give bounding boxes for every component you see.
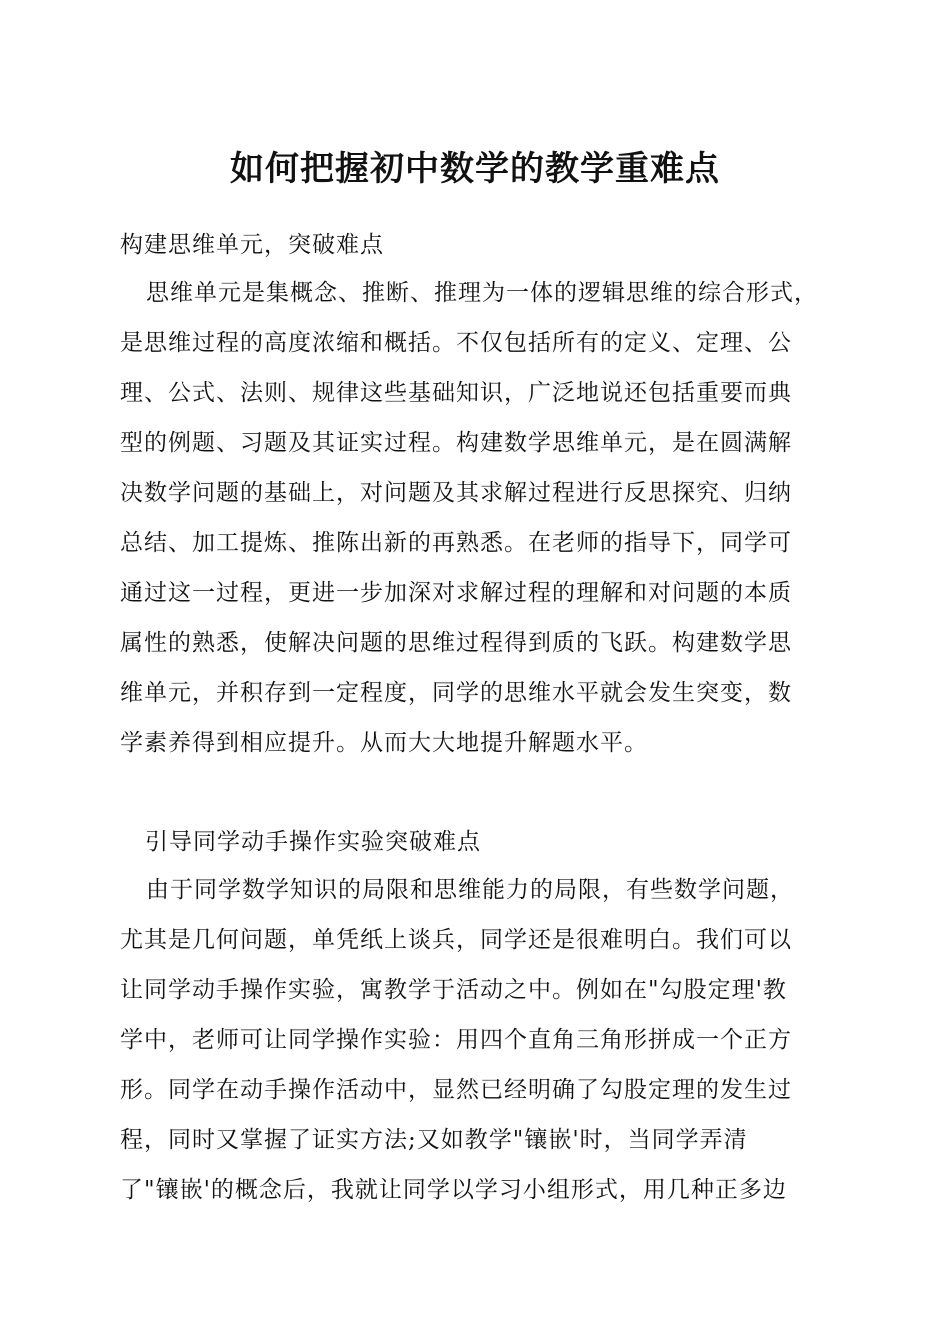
section-paragraph [120,268,840,768]
paragraph-line: 属性的熟悉，使解决问题的思维过程得到质的飞跃。构建数学思 [120,630,792,656]
paragraph-line: 总结、加工提炼、推陈出新的再熟悉。在老师的指导下，同学可 [120,530,792,556]
paragraph-line: 尤其是几何问题，单凭纸上谈兵，同学还是很难明白。我们可以 [120,927,792,953]
paragraph-line: 型的例题、习题及其证实过程。构建数学思维单元，是在圆满解 [120,430,792,456]
document-title: 如何把握初中数学的教学重难点 [230,149,720,189]
paragraph-line: 让同学动手操作实验，寓教学于活动之中。例如在"勾股定理'教 [120,977,787,1003]
paragraph-line: 形。同学在动手操作活动中，显然已经明确了勾股定理的发生过 [120,1077,792,1103]
paragraph-line: 学素养得到相应提升。从而大大地提升解题水平。 [120,730,648,756]
section-heading: 构建思维单元，突破难点 [120,232,384,258]
paragraph-line: 由于同学数学知识的局限和思维能力的局限，有些数学问题， [146,877,794,903]
paragraph-line: 了"镶嵌'的概念后，我就让同学以学习小组形式，用几种正多边 [120,1177,787,1203]
section-heading: 引导同学动手操作实验突破难点 [145,829,481,855]
paragraph-line: 理、公式、法则、规律这些基础知识，广泛地说还包括重要而典 [120,380,792,406]
paragraph-line: 决数学问题的基础上，对问题及其求解过程进行反思探究、归纳 [120,480,792,506]
section-paragraph [120,865,840,1215]
paragraph-line: 程，同时又掌握了证实方法;又如教学"镶嵌'时，当同学弄清 [120,1127,748,1153]
paragraph-line: 思维单元是集概念、推断、推理为一体的逻辑思维的综合形式， [146,280,818,306]
paragraph-line: 是思维过程的高度浓缩和概括。不仅包括所有的定义、定理、公 [120,330,792,356]
paragraph-line: 维单元，并积存到一定程度，同学的思维水平就会发生突变，数 [120,680,792,706]
paragraph-line: 通过这一过程，更进一步加深对求解过程的理解和对问题的本质 [120,580,792,606]
paragraph-line: 学中，老师可让同学操作实验：用四个直角三角形拼成一个正方 [120,1027,792,1053]
